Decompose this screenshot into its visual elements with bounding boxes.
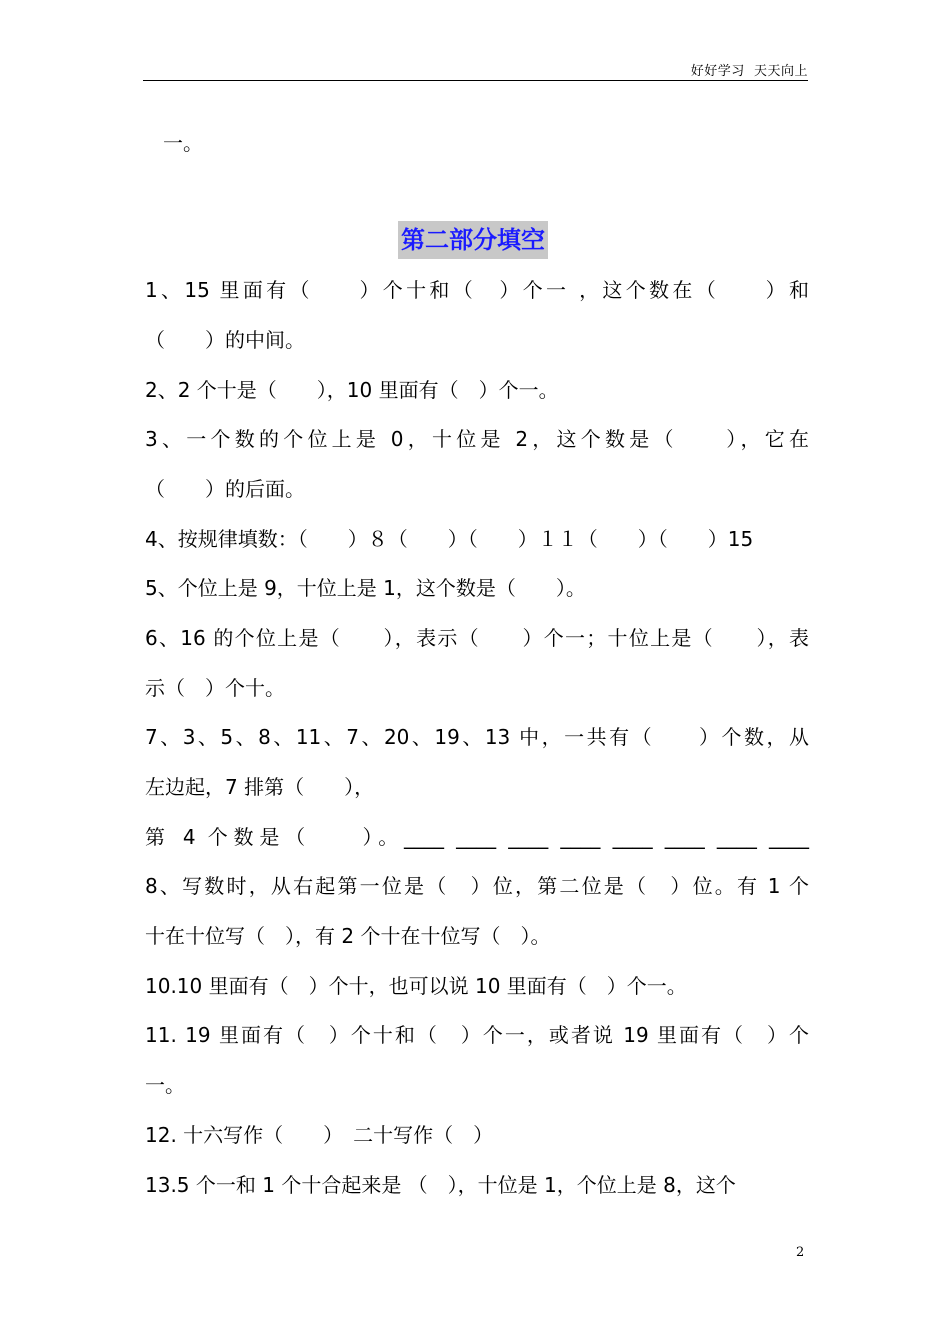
question-7-line-1: 7、3、5、8、11、7、20、19、13 中，一共有（ ）个数，从 bbox=[145, 725, 809, 749]
question-13-line: 13.5 个一和 1 个十合起来是 （ ），十位是 1，个位上是 8，这个 bbox=[145, 1173, 736, 1197]
intro-line: 一。 bbox=[163, 131, 203, 155]
header-motto: 好好学习 天天向上 bbox=[690, 64, 808, 79]
question-3-line-2: （ ）的后面。 bbox=[145, 477, 305, 501]
question-2-line: 2、2 个十是（ ），10 里面有（ ）个一。 bbox=[145, 378, 559, 402]
question-11-line-1: 11. 19 里面有（ ）个十和（ ）个一，或者说 19 里面有（ ）个 bbox=[145, 1023, 809, 1047]
question-11-line-2: 一。 bbox=[145, 1073, 185, 1097]
question-4-line: 4、按规律填数：（ ）８（ ）（ ）１１（ ）（ ）15 bbox=[145, 527, 754, 551]
question-3-line-1: 3、一个数的个位上是 0，十位是 2，这个数是（ ），它在 bbox=[145, 427, 809, 451]
question-8-line-1: 8、写数时，从右起第一位是（ ）位，第二位是（ ）位。有 1 个 bbox=[145, 874, 809, 898]
question-1-line-1: 1、15 里面有（ ）个十和（ ）个一 ，这个数在（ ）和 bbox=[145, 278, 809, 302]
question-1-line-2: （ ）的中间。 bbox=[145, 328, 305, 352]
question-8-line-2: 十在十位写（ ），有 2 个十在十位写（ ）。 bbox=[145, 924, 551, 948]
page-number: 2 bbox=[796, 1245, 805, 1260]
page-header bbox=[143, 58, 808, 81]
section-title: 第二部分填空 bbox=[398, 221, 548, 259]
question-7-line-2: 左边起，7 排第（ ）， bbox=[145, 775, 375, 799]
question-6-line-2: 示（ ）个十。 bbox=[145, 676, 285, 700]
question-5-line: 5、个位上是 9，十位上是 1，这个数是（ ）。 bbox=[145, 576, 586, 600]
question-6-line-1: 6、16 的个位上是（ ），表示（ ）个一；十位上是（ ），表 bbox=[145, 626, 809, 650]
question-10-line: 10.10 里面有（ ）个十，也可以说 10 里面有（ ）个一。 bbox=[145, 974, 687, 998]
question-12-line: 12. 十六写作（ ） 二十写作（ ） bbox=[145, 1123, 494, 1147]
question-7-line-3: 第 4 个数是（ ）。____ ____ ____ ____ ____ ____ ____ ____ bbox=[145, 825, 809, 849]
